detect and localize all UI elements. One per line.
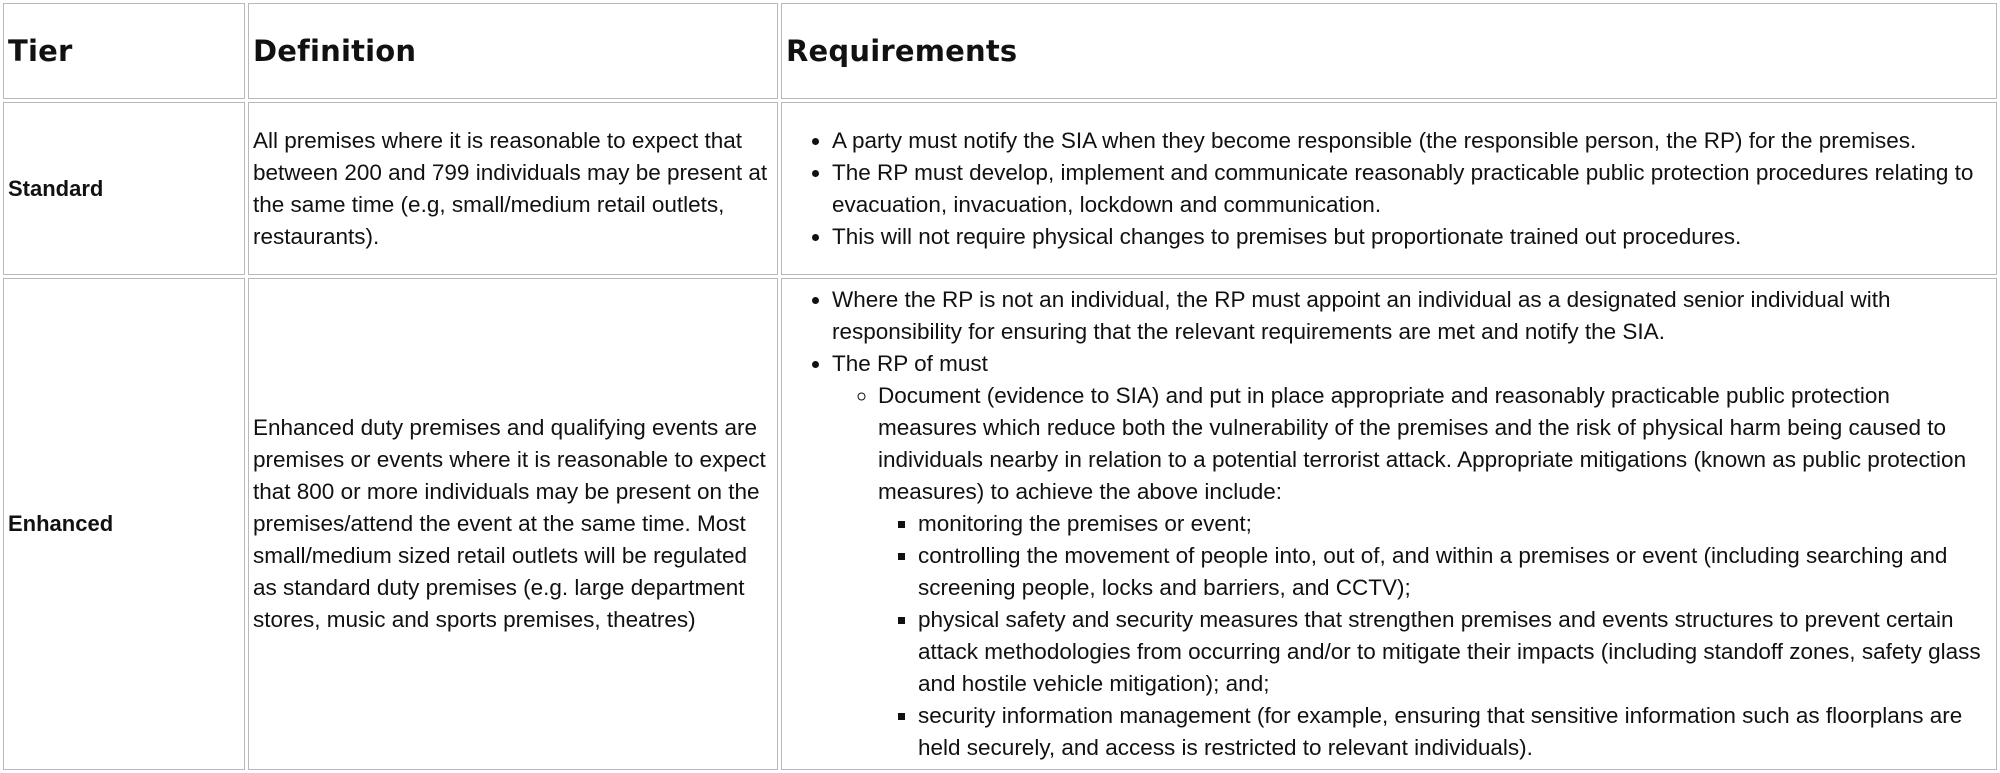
measure-item: ▪ controlling the movement of people into, out of, and within a premises or event (including searching and screening people, locks and barriers, and CCTV); — [918, 540, 1992, 604]
requirements-standard — [781, 102, 1997, 275]
measures-list — [878, 508, 1992, 764]
measure-item: ▪ security information management (for example, ensuring that sensitive information such as floorplans are held securely, and access is restricted to relevant individuals). — [918, 700, 1992, 764]
sub-list-item-text: Document (evidence to SIA) and put in place appropriate and reasonably practicable public protection measures which reduce both the vulnerability of the premises and the risk of physical harm being caused to individuals nearby in relation to a potential terrorist attack. Appropriate mitigations (known as public protection measures) to achieve the above include: — [878, 383, 1967, 504]
definition-enhanced: Enhanced duty premises and qualifying events are premises or events where it is reasonable to expect that 800 or more individuals may be present on the premises/attend the event at the same time. Most small/medium sized retail outlets will be regulated as standard duty premises (e.g. large department stores, music and sports premises, theatres) — [248, 278, 778, 770]
sub-list-item — [878, 380, 1992, 764]
header-row — [3, 3, 1997, 99]
requirements-list — [786, 125, 1992, 253]
tier-enhanced: Enhanced — [3, 278, 245, 770]
definition-standard: All premises where it is reasonable to expect that between 200 and 799 individuals may be present at the same time (e.g, small/medium retail outlets, restaurants). — [248, 102, 778, 275]
list-item-text: The RP of must — [832, 351, 988, 376]
header-requirements: Requirements — [781, 3, 1997, 99]
measure-item: ▪ monitoring the premises or event; — [918, 508, 1992, 540]
tier-standard: Standard — [3, 102, 245, 275]
list-item: • Where the RP is not an individual, the RP must appoint an individual as a designated senior individual with responsibility for ensuring that the relevant requirements are met and notify the SIA. — [832, 284, 1992, 348]
header-definition: Definition — [248, 3, 778, 99]
table-row-enhanced — [3, 278, 1997, 770]
list-item — [832, 348, 1992, 764]
list-item: • This will not require physical changes to premises but proportionate trained out procedures. — [832, 221, 1992, 253]
list-item: • The RP must develop, implement and communicate reasonably practicable public protection procedures relating to evacuation, invacuation, lockdown and communication. — [832, 157, 1992, 221]
table-row-standard — [3, 102, 1997, 275]
sub-list — [832, 380, 1992, 764]
list-item: • A party must notify the SIA when they become responsible (the responsible person, the RP) for the premises. — [832, 125, 1992, 157]
measure-item: ▪ physical safety and security measures that strengthen premises and events structures to prevent certain attack methodologies from occurring and/or to mitigate their impacts (including standoff zones, safety glass and hostile vehicle mitigation); and; — [918, 604, 1992, 700]
header-tier: Tier — [3, 3, 245, 99]
requirements-list — [786, 284, 1992, 764]
requirements-enhanced — [781, 278, 1997, 770]
